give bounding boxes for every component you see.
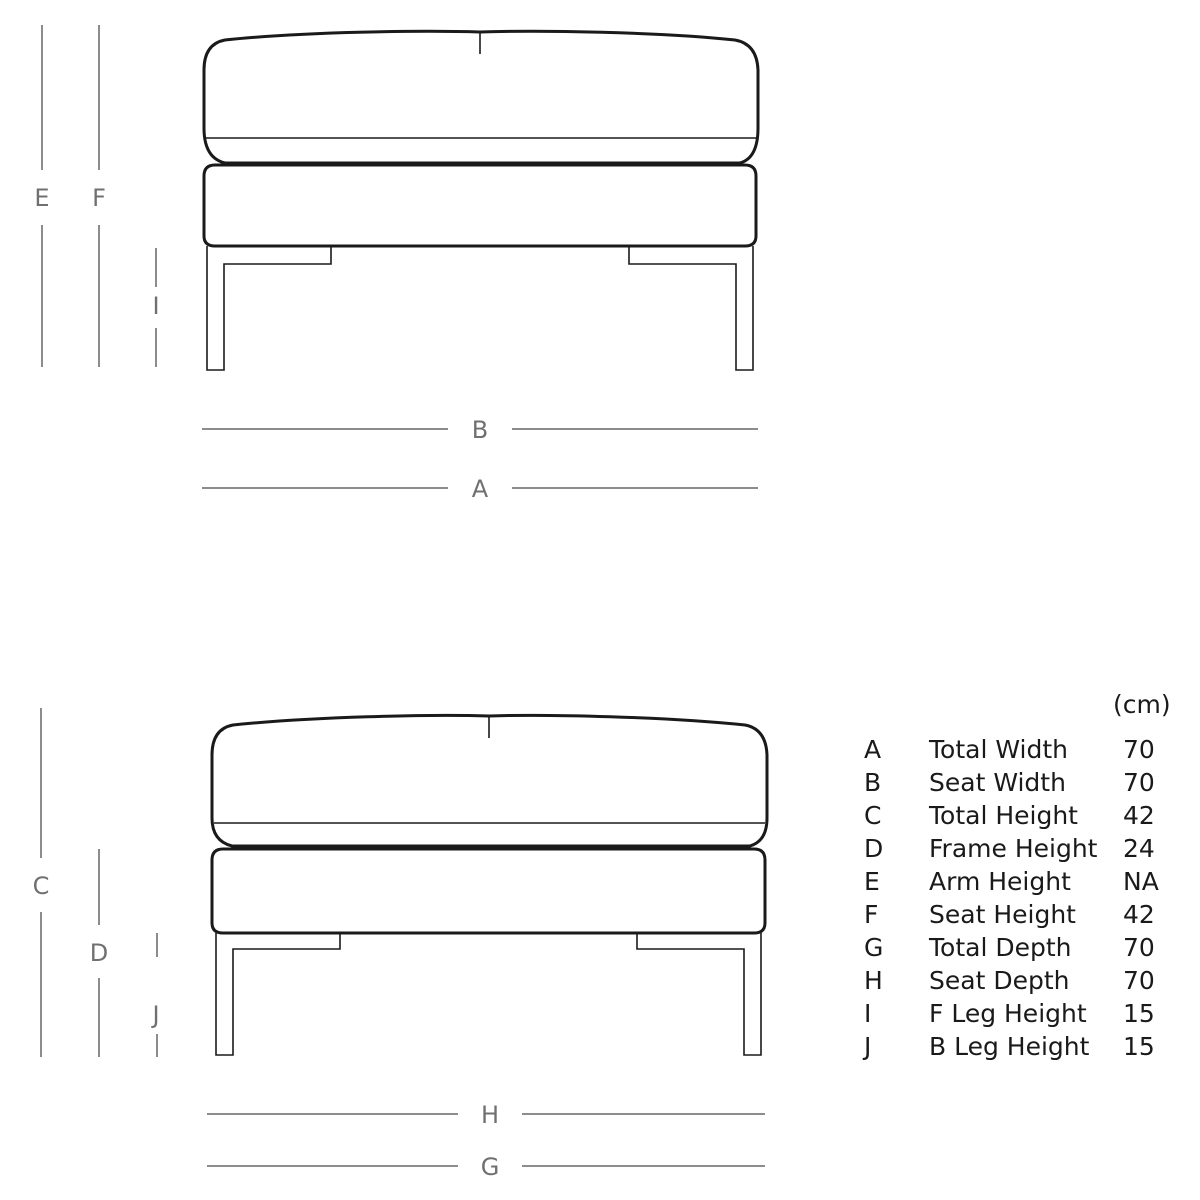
dimension-value: NA <box>1123 867 1159 896</box>
front-left-leg <box>207 246 331 370</box>
dimension-row <box>864 735 1155 764</box>
dimension-key: J <box>864 1032 872 1061</box>
dimension-key: B <box>864 768 882 797</box>
dimension-key: F <box>864 900 879 929</box>
dimension-row <box>864 966 1155 995</box>
unit-label: (cm) <box>1113 690 1171 719</box>
dim-label-I: I <box>152 292 160 320</box>
dimension-value: 15 <box>1123 1032 1155 1061</box>
dimension-value: 70 <box>1123 735 1155 764</box>
dimension-value: 42 <box>1123 900 1155 929</box>
dimension-name: Total Depth <box>929 933 1072 962</box>
dimension-row <box>864 768 1155 797</box>
dimension-value: 70 <box>1123 966 1155 995</box>
dimension-row <box>864 801 1155 830</box>
dimension-name: Seat Width <box>929 768 1066 797</box>
dimension-name: F Leg Height <box>929 999 1087 1028</box>
dimension-row <box>864 867 1159 896</box>
dimension-name: Arm Height <box>929 867 1071 896</box>
dim-label-G: G <box>480 1153 500 1181</box>
dimension-key: I <box>864 999 872 1028</box>
dim-label-E: E <box>34 184 50 212</box>
dimension-row <box>864 999 1155 1028</box>
dimension-row <box>862 1032 1155 1061</box>
dimension-row <box>864 900 1155 929</box>
dimension-name: Total Width <box>929 735 1068 764</box>
side-left-leg <box>216 933 340 1055</box>
dim-label-F: F <box>92 184 106 212</box>
dimension-name: Frame Height <box>929 834 1098 863</box>
dim-label-J: J <box>152 1001 160 1029</box>
dimension-value: 24 <box>1123 834 1155 863</box>
dimension-row <box>864 834 1155 863</box>
front-view <box>204 31 758 370</box>
front-seat-cushion <box>204 31 758 163</box>
dim-label-A: A <box>471 475 489 503</box>
front-frame <box>204 165 756 246</box>
dimension-key: H <box>864 966 883 995</box>
dimension-name: B Leg Height <box>929 1032 1090 1061</box>
dimension-name: Seat Height <box>929 900 1076 929</box>
dim-label-D: D <box>89 939 109 967</box>
side-view <box>212 715 767 1055</box>
dimension-key: C <box>864 801 882 830</box>
dimension-table <box>862 690 1171 1061</box>
dimension-key: G <box>864 933 884 962</box>
dim-label-C: C <box>32 872 50 900</box>
front-right-leg <box>629 246 753 370</box>
dimension-key: A <box>864 735 882 764</box>
dimension-name: Total Height <box>929 801 1078 830</box>
dimension-value: 15 <box>1123 999 1155 1028</box>
dim-label-B: B <box>471 416 489 444</box>
side-frame <box>212 849 765 933</box>
dimension-key: E <box>864 867 880 896</box>
dimension-value: 70 <box>1123 933 1155 962</box>
dim-label-H: H <box>480 1101 500 1129</box>
dimension-name: Seat Depth <box>929 966 1070 995</box>
dimension-value: 42 <box>1123 801 1155 830</box>
side-right-leg <box>637 933 761 1055</box>
dimension-value: 70 <box>1123 768 1155 797</box>
dimension-row <box>864 933 1155 962</box>
side-dimensions <box>33 708 765 1181</box>
dimension-key: D <box>864 834 884 863</box>
